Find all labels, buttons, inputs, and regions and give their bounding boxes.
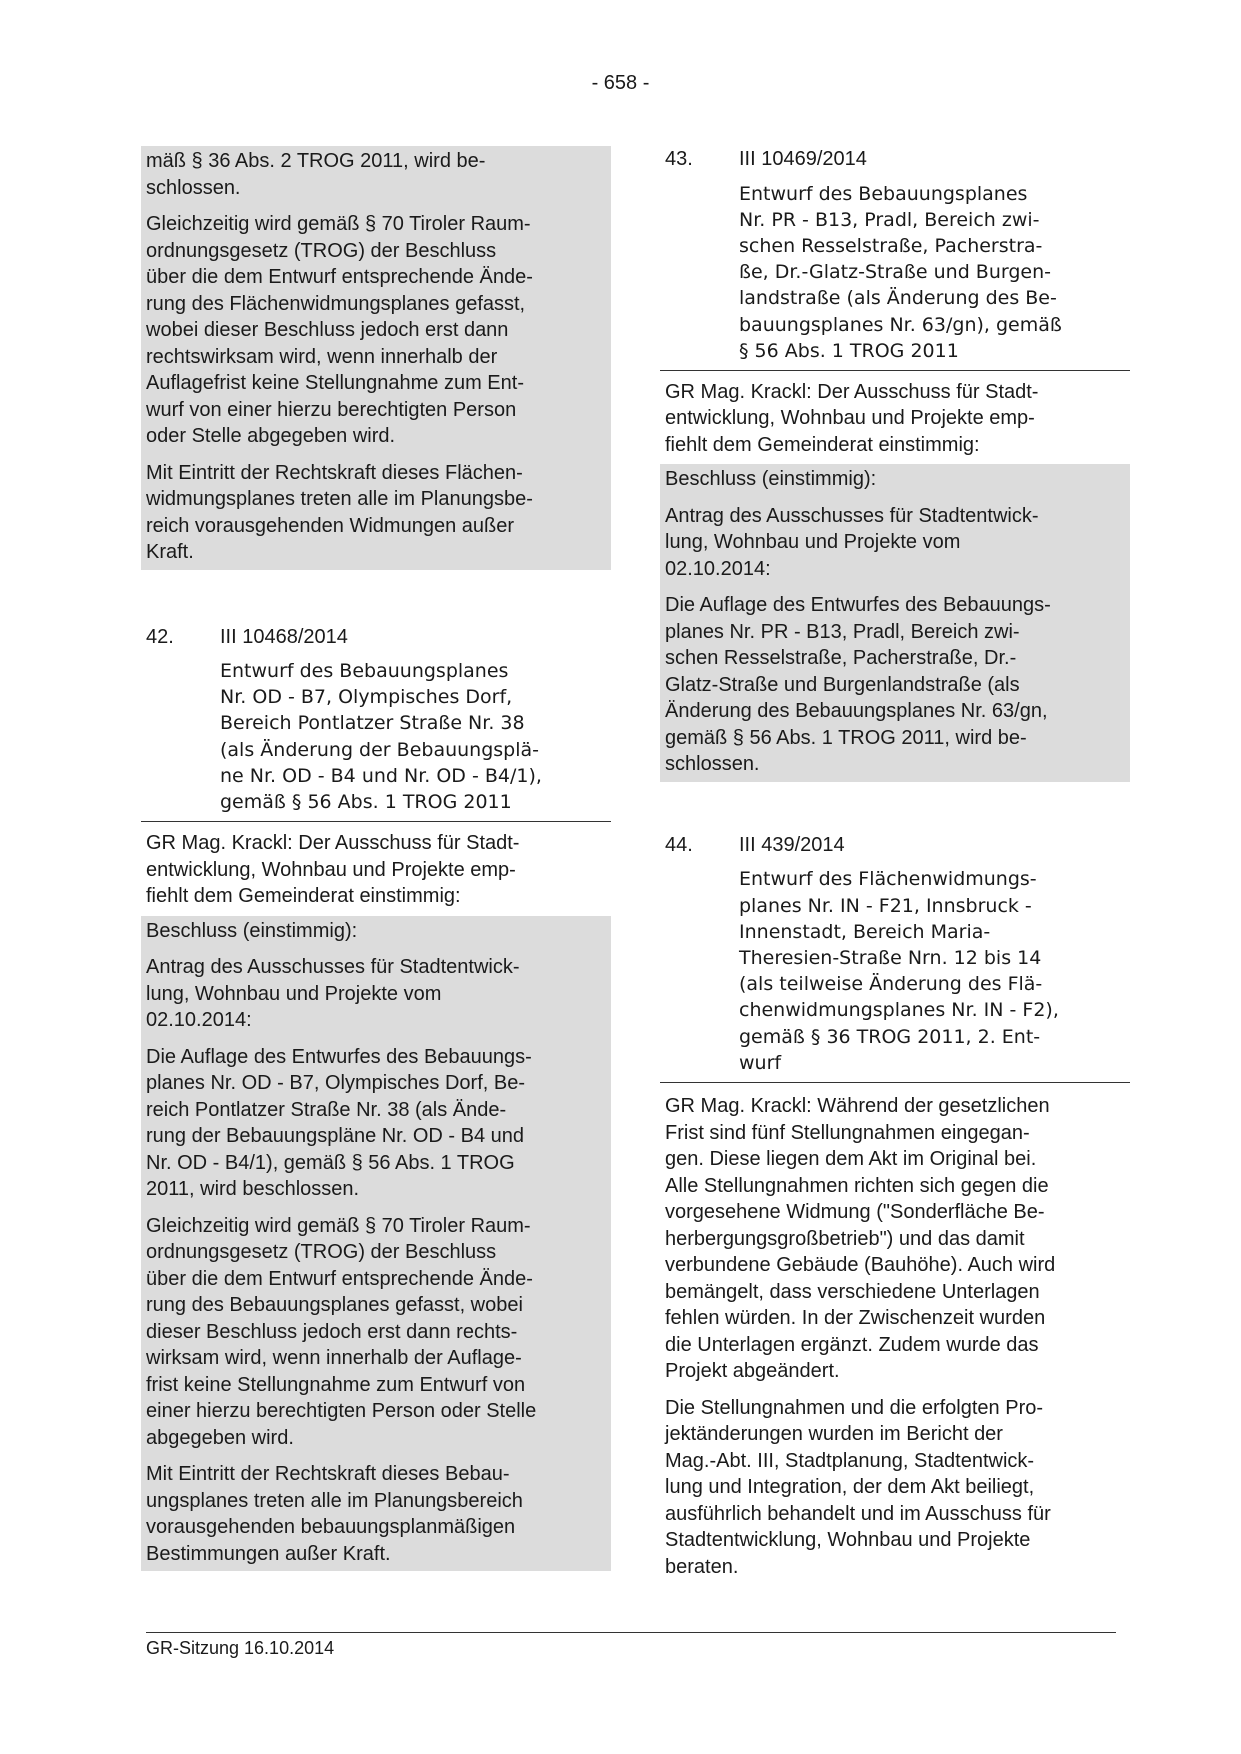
item-title: Entwurf des Flächenwidmungs- planes Nr. IN - F21, Innsbruck - Innenstadt, Bereich Maria- Theresien-Straße Nrn. 12 bis 14 (als teilweise Änderung des Flä- chenwidmungsplanes Nr. IN - F2), gemäß § 36 TROG 2011, 2. Ent- wurf: [739, 868, 1059, 1074]
item-reference: III 10469/2014: [739, 148, 867, 170]
decision-block: [141, 916, 611, 1572]
footer-divider: [146, 1632, 1116, 1633]
resolution-block-top: [141, 146, 611, 570]
paragraph: Gleichzeitig wird gemäß § 70 Tiroler Raum- ordnungsgesetz (TROG) der Beschluss über die dem Entwurf entsprechende Ände- rung des Bebauungsplanes gefasst, wobei dieser Beschluss jedoch erst dann rechts- wirksam wird, wenn innerhalb der Auflage- frist keine Stellungnahme zum Entwurf von einer hierzu berechtigten Person oder Stelle abgegeben wird.: [146, 1214, 537, 1449]
item-number: 44.: [665, 833, 693, 856]
item-title: Entwurf des Bebauungsplanes Nr. PR - B13, Pradl, Bereich zwi- schen Resselstraße, Pacherstra- ße, Dr.-Glatz-Straße und Burgen- landstraße (als Änderung des Be- bauungsplanes Nr. 63/gn), gemäß § 56 Abs. 1 TROG 2011: [739, 182, 1062, 362]
decision-block: [660, 464, 1130, 782]
item-title: Entwurf des Bebauungsplanes Nr. OD - B7, Olympisches Dorf, Bereich Pontlatzer Straße Nr. 38 (als Änderung der Bebauungsplä- ne Nr. OD - B4 und Nr. OD - B4/1), gemäß § 56 Abs. 1 TROG 2011: [220, 660, 542, 814]
item-title-wrap: [141, 658, 611, 822]
paragraph: Antrag des Ausschusses für Stadtentwick- lung, Wohnbau und Projekte vom 02.10.2014:: [665, 504, 1039, 580]
paragraph: Antrag des Ausschusses für Stadtentwick- lung, Wohnbau und Projekte vom 02.10.2014:: [146, 956, 520, 1032]
item-title-wrap: [660, 866, 1130, 1083]
agenda-item-42: [146, 624, 606, 651]
speaker-statement: GR Mag. Krackl: Der Ausschuss für Stadt- entwicklung, Wohnbau und Projekte emp- fiehlt dem Gemeinderat einstimmig:: [146, 832, 520, 908]
agenda-item-44: [665, 832, 1125, 859]
right-column: [665, 146, 1125, 1580]
agenda-item-43: [665, 146, 1125, 173]
decision-heading: Beschluss (einstimmig):: [146, 919, 358, 942]
item-reference: III 10468/2014: [220, 625, 348, 648]
item-number: 42.: [146, 625, 174, 648]
paragraph: mäß § 36 Abs. 2 TROG 2011, wird be- schlossen.: [146, 150, 486, 199]
page-number: - 658 -: [591, 72, 650, 94]
paragraph: Mit Eintritt der Rechtskraft dieses Bebau- ungsplanes treten alle im Planungsbereich vorausgehenden bebauungsplanmäßigen Bestimmungen außer Kraft.: [146, 1463, 523, 1565]
footer-text: GR-Sitzung 16.10.2014: [146, 1638, 335, 1658]
paragraph: Die Auflage des Entwurfes des Bebauungs- planes Nr. OD - B7, Olympisches Dorf, Be- reich Pontlatzer Straße Nr. 38 (als Ände- rung der Bebauungspläne Nr. OD - B4 und Nr. OD - B4/1), gemäß § 56 Abs. 1 TROG 2011, wird beschlossen.: [146, 1045, 532, 1201]
left-column: [146, 146, 606, 1571]
paragraph: Gleichzeitig wird gemäß § 70 Tiroler Raum- ordnungsgesetz (TROG) der Beschluss über die dem Entwurf entsprechende Ände- rung des Flächenwidmungsplanes gefasst, wobei dieser Beschluss jedoch erst dann rechtswirksam wird, wenn innerhalb der Auflagefrist keine Stellungnahme zum Ent- wurf von einer hierzu berechtigten Person oder Stelle abgegeben wird.: [146, 213, 533, 447]
paragraph: Mit Eintritt der Rechtskraft dieses Flächen- widmungsplanes treten alle im Planungsbe- reich vorausgehenden Widmungen außer Kraft.: [146, 461, 533, 563]
decision-heading: Beschluss (einstimmig):: [665, 468, 877, 491]
paragraph: Die Auflage des Entwurfes des Bebauungs- planes Nr. PR - B13, Pradl, Bereich zwi- schen Resselstraße, Pacherstraße, Dr.- Glatz-Straße und Burgenlandstraße (als Änderung des Bebauungsplanes Nr. 63/gn, gemäß § 56 Abs. 1 TROG 2011, wird be- schlossen.: [665, 594, 1051, 776]
speaker-statement: GR Mag. Krackl: Während der gesetzlichen Frist sind fünf Stellungnahmen eingegan- gen. Diese liegen dem Akt im Original bei. Alle Stellungnahmen richten sich gegen die vorgesehene Widmung ("Sonderfläche Be- herbergungsgroßbetrieb") und das damit verbundene Gebäude (Bauhöhe). Auch wird bemängelt, dass verschiedene Unterlagen fehlen würden. In der Zwischenzeit wurden die Unterlagen ergänzt. Zudem wurde das Projekt abgeändert.: [665, 1095, 1056, 1383]
item-title-wrap: [660, 181, 1130, 371]
speaker-statement: GR Mag. Krackl: Der Ausschuss für Stadt- entwicklung, Wohnbau und Projekte emp- fiehlt dem Gemeinderat einstimmig:: [665, 380, 1039, 456]
item-reference: III 439/2014: [739, 833, 845, 856]
paragraph: Die Stellungnahmen und die erfolgten Pro- jektänderungen wurden im Bericht der Mag.-Abt. III, Stadtplanung, Stadtentwick- lung und Integration, der dem Akt beiliegt, ausführlich behandelt und im Ausschuss für Stadtentwicklung, Wohnbau und Projekte beraten.: [665, 1396, 1051, 1578]
item-number: 43.: [665, 148, 693, 170]
